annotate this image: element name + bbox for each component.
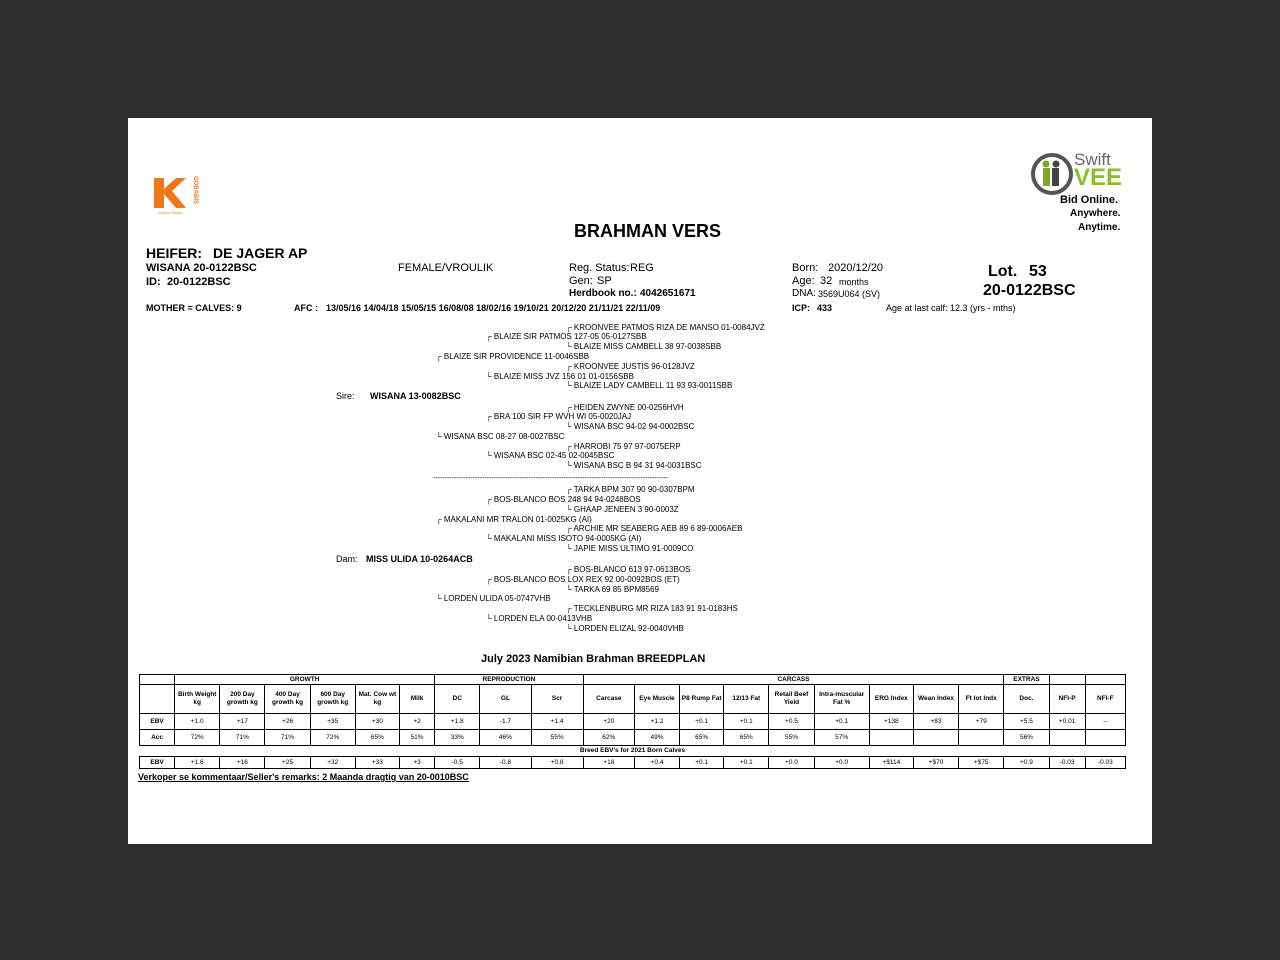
table-cell: 62% [583,730,634,746]
swift-text: Swift [1074,150,1111,169]
table-cell: -0.03 [1085,757,1125,769]
col-header: Retail Beef Yield [769,685,814,714]
col-header: DC [435,685,480,714]
table-header-row [140,685,1126,714]
pedigree-entry: └ WISANA BSC B 94 31 94-0031BSC [566,461,702,470]
pedigree-entry: └ GHAAP JENEEN 3 90-0003Z [566,505,679,514]
table-cell: 65% [724,730,769,746]
table-cell: -1.7 [480,714,531,730]
group-growth: GROWTH [175,675,435,685]
table-cell [1085,730,1125,746]
pedigree-entry: └ WISANA BSC 94-02 94-0002BSC [566,422,695,431]
table-cell: 55% [531,730,583,746]
col-header: Carcase [583,685,634,714]
col-header: 12/13 Fat [724,685,769,714]
table-cell: 55% [769,730,814,746]
pedigree-entry: ┌ HARROBI 75 97 97-0075ERP [566,442,681,451]
table-cell: 33% [435,730,480,746]
col-header: 400 Day growth kg [265,685,310,714]
age-unit: months [839,277,869,287]
col-header: Milk [399,685,434,714]
pedigree-entry: └ BLAIZE MISS CAMBELL 38 97-0038SBB [566,342,722,351]
pedigree-entry: └ LORDEN ULIDA 05-0747VHB [436,594,551,603]
table-cell: +0.1 [724,757,769,769]
table-cell: 57% [814,730,869,746]
col-header: Birth Weight kg [175,685,220,714]
ebv-row [140,714,1126,730]
breedplan-title: July 2023 Namibian Brahman BREEDPLAN [481,653,706,665]
table-cell: +1.2 [634,714,679,730]
row-label: Acc [140,730,175,746]
animal-sex: FEMALE/VROULIK [398,262,494,274]
table-cell: +0.9 [1004,757,1049,769]
k-logo-icon [152,176,188,210]
table-cell: +138 [869,714,913,730]
col-header: Wean Index [913,685,958,714]
table-cell: -0.5 [435,757,480,769]
table-cell: +0.0 [814,757,869,769]
table-cell [1049,730,1085,746]
pedigree-entry: ┌ TECKLENBURG MR RIZA 183 91 91-0183HS [566,604,738,613]
tagline-1: Bid Online. [1060,194,1119,206]
document-page [128,118,1152,844]
breed-ebv-title: Breed EBV's for 2021 Born Calves [140,746,1126,757]
animal-id: 20-0122BSC [167,276,231,288]
col-header: 200 Day growth kg [220,685,265,714]
table-cell: +0.8 [531,757,583,769]
breed-ebv-title-row [140,746,1126,757]
table-cell: +5.5 [1004,714,1049,730]
table-cell: +0.1 [724,714,769,730]
table-cell: 71% [220,730,265,746]
table-cell: +0.1 [814,714,869,730]
afc-label: AFC : [294,303,318,313]
table-cell: +20 [583,714,634,730]
col-header: GL [480,685,531,714]
reg-status-label: Reg. Status: [569,262,630,274]
pedigree-entry: └ WISANA BSC 02-45 02-0045BSC [486,451,615,460]
pedigree-entry: ┌ HEIDEN ZWYNE 00-0256HVH [566,403,684,412]
animal-name: WISANA 20-0122BSC [146,262,257,274]
col-header: Mat. Cow wt kg [355,685,399,714]
col-header: Doc. [1004,685,1049,714]
lot-id: 20-0122BSC [983,282,1076,299]
reg-status: REG [630,262,654,274]
table-cell: +$75 [959,757,1004,769]
table-cell: +0.01 [1049,714,1085,730]
mother-calves: MOTHER = CALVES: 9 [146,303,242,313]
col-header: Intra-muscular Fat % [814,685,869,714]
table-cell: +32 [310,757,355,769]
tagline-3: Anytime. [1078,222,1121,233]
breed-ebv-row [140,757,1126,769]
pedigree-entry: ┌ BRA 100 SIR FP WVH WI 05-0020JAJ [486,412,632,421]
pedigree-entry: └ TARKA 69 85 BPM8569 [566,585,659,594]
vee-text: VEE [1074,164,1123,191]
table-cell: 56% [1004,730,1049,746]
born-label: Born: [792,262,819,274]
tagline-2: Anywhere. [1070,208,1121,219]
heifer-owner: DE JAGER AP [213,245,308,261]
age-last-calf: Age at last calf: 12.3 (yrs - mths) [886,303,1016,313]
col-header: 600 Day growth kg [310,685,355,714]
logo-brand-text: GOBABIS [192,176,198,205]
table-cell [959,730,1004,746]
table-cell: +0.5 [769,714,814,730]
icp-value: 433 [817,303,833,313]
pedigree-entry: ┌ KROONVEE PATMOS RIZA DE MANSO 01-0084JVZ [566,323,765,332]
pedigree-entry: ┌ TARKA BPM 307 90 90-0307BPM [566,485,695,494]
col-header: Eye Muscle [634,685,679,714]
group-extras: EXTRAS [1004,675,1049,685]
gen-label: Gen: [569,275,593,287]
born-date: 2020/12/20 [828,262,884,274]
dam-name: MISS ULIDA 10-0264ACB [366,554,473,564]
pedigree-entry: ┌ BLAIZE SIR PROVIDENCE 11-0046SBB [436,352,590,361]
pedigree-entry: └ LORDEN ELIZAL 92-0040VHB [566,624,684,633]
table-cell: +0.1 [680,714,724,730]
page-title: BRAHMAN VERS [574,221,722,241]
icp-label: ICP: [792,303,810,313]
lot-number: 53 [1029,263,1047,280]
group-reproduction: REPRODUCTION [435,675,584,685]
table-cell: +30 [355,714,399,730]
table-cell: 46% [480,730,531,746]
dna-label: DNA: [792,288,816,299]
id-label: ID: [146,276,161,288]
group-carcass: CARCASS [583,675,1004,685]
col-header: P8 Rump Fat [680,685,724,714]
swiftvee-badge-icon [1030,152,1074,196]
table-cell: +2 [399,714,434,730]
table-cell: +0.4 [634,757,679,769]
row-label: EBV [140,757,175,769]
table-cell: +0.0 [769,757,814,769]
pedigree-entry: └ LORDEN ELA 00-0413VHB [486,614,593,623]
seller-remarks: Verkoper se kommentaar/Seller's remarks: 2 Maanda dragtig van 20-0010BSC [138,772,469,782]
pedigree-entry: └ BLAIZE MISS JVZ 156 01 01-0156SBB [486,372,634,381]
pedigree-entry: └ MAKALANI MISS ISOTO 94-0005KG (AI) [486,534,642,543]
pedigree-entry: └ WISANA BSC 08-27 08-0027BSC [436,432,565,441]
table-cell: +26 [265,714,310,730]
table-cell [913,730,958,746]
acc-row [140,730,1126,746]
age-value: 32 [820,275,833,287]
pedigree-entry: ┌ BOS-BLANCO BOS LOX REX 92 00-0092BOS (ET) [486,575,680,584]
table-cell: +3 [399,757,434,769]
gobabis-logo [152,174,204,218]
table-cell: +17 [220,714,265,730]
pedigree-entry: ┌ MAKALANI MR TRALON 01-0025KG (AI) [436,515,592,524]
col-header: Scr [531,685,583,714]
table-cell: +33 [355,757,399,769]
herdbook-label: Herdbook no.: [569,288,637,299]
table-cell: 72% [310,730,355,746]
table-cell: 71% [265,730,310,746]
sire-label: Sire: [336,391,355,401]
dam-label: Dam: [336,554,358,564]
pedigree-entry: ┌ BOS-BLANCO BOS 248 94 94-0248BOS [486,495,641,504]
table-cell: +79 [959,714,1004,730]
swiftvee-logo [1030,148,1123,240]
table-cell: -- [1085,714,1125,730]
table-cell: +25 [265,757,310,769]
breedplan-table [139,674,1126,769]
row-label: EBV [140,714,175,730]
pedigree-entry: └ BLAIZE LADY CAMBELL 11 93 93-0011SBB [566,381,733,390]
col-header: ERG Index [869,685,913,714]
herdbook-number: 4042651671 [640,288,696,299]
pedigree-entry: ┌ BOS-BLANCO 613 97-0613BOS [566,565,691,574]
table-cell: 51% [399,730,434,746]
table-cell: +$70 [913,757,958,769]
dna-value: 3569U064 (SV) [818,289,881,299]
table-cell: +$114 [869,757,913,769]
table-group-row [140,675,1126,685]
age-label: Age: [792,275,815,287]
col-header: NFI-F [1085,685,1125,714]
gen-value: SP [597,275,612,287]
table-cell: +83 [913,714,958,730]
table-cell: 72% [175,730,220,746]
table-cell: 49% [634,730,679,746]
sire-name: WISANA 13-0082BSC [370,391,461,401]
logo-small-text: Karoo Ochse [159,210,183,215]
col-header: NFI-P [1049,685,1085,714]
table-cell: +18 [583,757,634,769]
table-cell: 65% [355,730,399,746]
pedigree-entry: └ JAPIE MISS ULTIMO 91-0009CO [566,544,694,553]
pedigree-separator: ----------------------------------------------------------------------------------------------------- [433,475,669,482]
table-cell: +1.0 [175,714,220,730]
pedigree-entry: ┌ ARCHIE MR SEABERG AEB 89 6 89-0006AEB [566,524,743,533]
table-cell: -0.03 [1049,757,1085,769]
table-cell: +1.6 [175,757,220,769]
table-cell: +1.8 [435,714,480,730]
lot-label: Lot. [988,263,1018,280]
pedigree-entry: ┌ KROONVEE JUSTIS 96-0128JVZ [566,362,695,371]
table-cell: +35 [310,714,355,730]
table-cell: +0.1 [680,757,724,769]
table-cell: +16 [220,757,265,769]
afc-dates: 13/05/16 14/04/18 15/05/15 16/08/08 18/02/16 19/10/21 20/12/20 21/11/21 22/11/09 [326,303,661,313]
heifer-label: HEIFER: [146,245,202,261]
col-header: Ft lot Indx [959,685,1004,714]
table-cell: +1.4 [531,714,583,730]
table-cell: 65% [680,730,724,746]
pedigree-entry: ┌ BLAIZE SIR PATMOS 127-05 05-0127SBB [486,332,647,341]
table-cell: -0.8 [480,757,531,769]
table-cell [869,730,913,746]
